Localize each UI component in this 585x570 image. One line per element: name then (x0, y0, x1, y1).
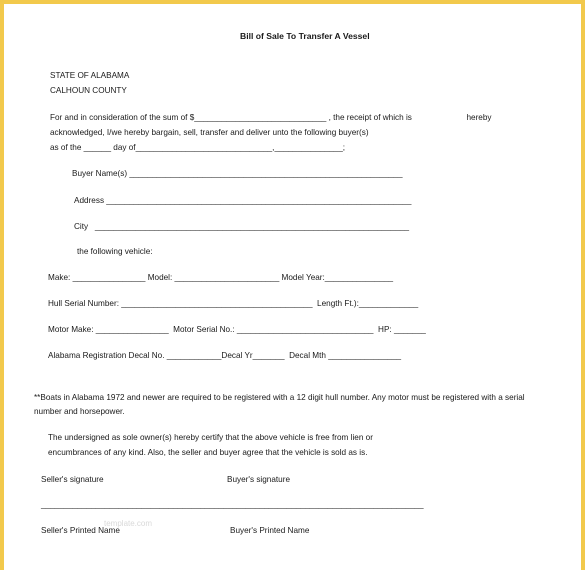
seller-signature-label: Seller's signature (41, 475, 104, 484)
following-vehicle-label: the following vehicle: (77, 247, 153, 256)
note-line-1: **Boats in Alabama 1972 and newer are required to be registered with a 12 digit hull number. Any motor must be registered with a serial (34, 393, 525, 402)
county-label: CALHOUN COUNTY (50, 86, 127, 95)
seller-printed-name-label: Seller's Printed Name (41, 526, 120, 535)
watermark: template.com (104, 519, 153, 528)
note-line-2: number and horsepower. (34, 407, 125, 416)
buyer-signature-label: Buyer's signature (227, 475, 291, 484)
address-field: Address ___________________________________________________________________ (74, 196, 412, 205)
city-field: City _____________________________________________________________________ (74, 222, 410, 231)
certify-line-1: The undersigned as sole owner(s) hereby certify that the above vehicle is free from lien or (48, 433, 373, 442)
signature-rule: ____________________________________________________________________________________ (41, 500, 424, 509)
hull-serial-line: Hull Serial Number: __________________________________________ Length Ft.):_____________ (48, 299, 419, 308)
consideration-line-3: as of the ______ day of______________________________,_______________; (50, 143, 346, 152)
buyer-name-field: Buyer Name(s) ____________________________________________________________ (72, 169, 403, 178)
state-label: STATE OF ALABAMA (50, 71, 130, 80)
consideration-line-1: For and in consideration of the sum of $_____________________________ , the receipt of which is hereby (50, 113, 492, 122)
motor-line: Motor Make: ________________ Motor Serial No.: ______________________________ HP: _______ (48, 325, 426, 334)
document-title: Bill of Sale To Transfer A Vessel (240, 31, 370, 41)
registration-decal-line: Alabama Registration Decal No. ____________Decal Yr_______ Decal Mth ________________ (48, 351, 402, 360)
make-model-line: Make: ________________ Model: _______________________ Model Year:_______________ (48, 273, 394, 282)
buyer-printed-name-label: Buyer's Printed Name (230, 526, 310, 535)
consideration-line-2: acknowledged, I/we hereby bargain, sell, transfer and deliver unto the following buyer(s) (50, 128, 369, 137)
document-page (4, 4, 581, 570)
certify-line-2: encumbrances of any kind. Also, the seller and buyer agree that the vehicle is sold as is. (48, 448, 368, 457)
